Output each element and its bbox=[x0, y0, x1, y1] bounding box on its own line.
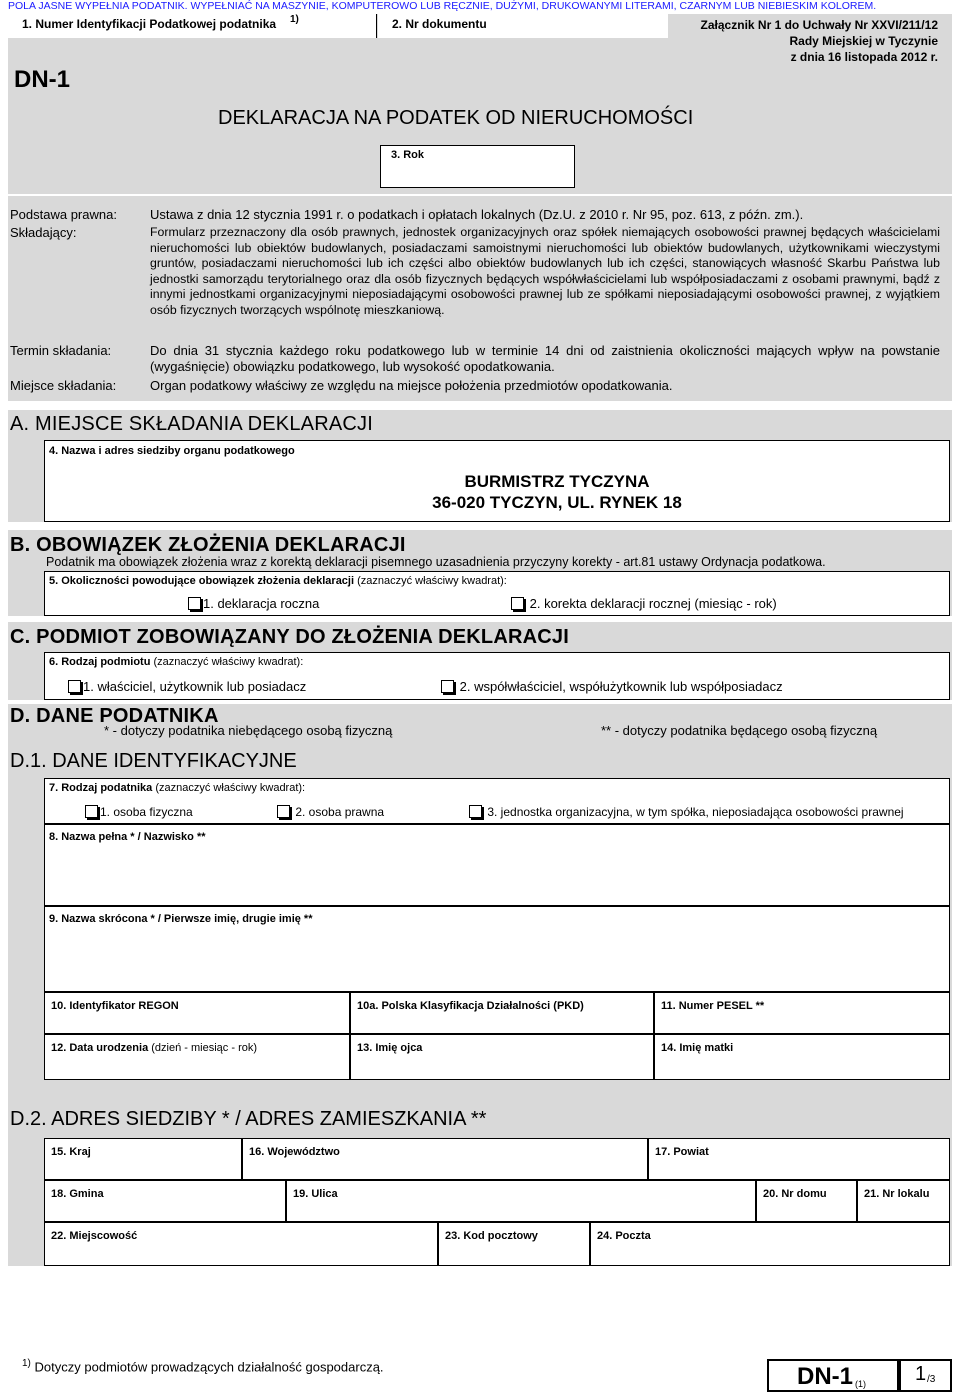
section-a-title: A. MIEJSCE SKŁADANIA DEKLARACJI bbox=[10, 413, 373, 435]
deadline-label: Termin składania: bbox=[10, 343, 112, 358]
document-number-label: 2. Nr dokumentu bbox=[392, 17, 487, 31]
option-natural-person-label: 1. osoba fizyczna bbox=[100, 805, 193, 819]
annex-line-1: Załącznik Nr 1 do Uchwały Nr XXVI/211/12 bbox=[700, 18, 938, 32]
apartment-number-field[interactable] bbox=[857, 1180, 950, 1222]
nip-label: 1. Numer Identyfikacji Podatkowej podatnika bbox=[22, 17, 277, 31]
tax-office-field bbox=[44, 440, 950, 522]
post-office-label: 24. Poczta bbox=[597, 1230, 651, 1242]
option-legal-person[interactable] bbox=[277, 805, 384, 819]
option-annual-label: 1. deklaracja roczna bbox=[203, 596, 320, 611]
legal-basis-label: Podstawa prawna: bbox=[10, 207, 117, 222]
option-co-owner-label: 2. współwłaściciel, współużytkownik lub współposiadacz bbox=[459, 679, 783, 694]
deadline-text: Do dnia 31 stycznia każdego roku podatkowego lub w terminie 14 dni od zaistnienia okoliczności mających wpływ na powstanie (wygaśnięcie) obowiązku podatkowego, lub wysokość opodatkowania. bbox=[150, 343, 940, 374]
page-number-box bbox=[899, 1359, 952, 1392]
voivodeship-field[interactable] bbox=[242, 1138, 648, 1180]
document-number-field[interactable] bbox=[378, 14, 668, 38]
top-notice: POLA JASNE WYPEŁNIA PODATNIK. WYPEŁNIAĆ NA MASZYNIE, KOMPUTEROWO LUB RĘCZNIE, DUŻYMI, DRUKOWANYMI LITERAMI, CZARNYM LUB NIEBIESKIM KOLOREM. bbox=[8, 0, 877, 12]
checkbox-legal-person[interactable] bbox=[277, 805, 290, 818]
legal-basis-text: Ustawa z dnia 12 stycznia 1991 r. o podatkach i opłatach lokalnych (Dz.U. z 2010 r. Nr 95, poz. 613, z późn. zm.). bbox=[150, 207, 804, 222]
pesel-label: 11. Numer PESEL ** bbox=[661, 1000, 765, 1012]
option-correction[interactable] bbox=[511, 596, 777, 611]
pkd-label: 10a. Polska Klasyfikacja Działalności (PKD) bbox=[357, 1000, 584, 1012]
birth-date-field[interactable] bbox=[44, 1034, 350, 1080]
circumstances-field bbox=[44, 571, 950, 616]
house-number-field[interactable] bbox=[756, 1180, 857, 1222]
tax-office-label: 4. Nazwa i adres siedziby organu podatkowego bbox=[49, 445, 295, 457]
house-number-label: 20. Nr domu bbox=[763, 1188, 827, 1200]
country-field[interactable] bbox=[44, 1138, 242, 1180]
option-correction-label: 2. korekta deklaracji rocznej (miesiąc - rok) bbox=[529, 596, 777, 611]
mother-name-label: 14. Imię matki bbox=[661, 1042, 734, 1054]
form-title: DEKLARACJA NA PODATEK OD NIERUCHOMOŚCI bbox=[218, 107, 694, 129]
option-owner-label: 1. właściciel, użytkownik lub posiadacz bbox=[83, 679, 307, 694]
page-total: /3 bbox=[927, 1374, 936, 1385]
form-code: DN-1 bbox=[14, 66, 71, 93]
footnote-text: Dotyczy podmiotów prowadzących działalność gospodarczą. bbox=[34, 1359, 384, 1375]
checkbox-correction[interactable] bbox=[511, 597, 524, 610]
municipality-field[interactable] bbox=[44, 1180, 286, 1222]
place-label: Miejsce składania: bbox=[10, 378, 117, 393]
post-office-field[interactable] bbox=[590, 1222, 950, 1266]
nip-footnote-mark: 1) bbox=[290, 14, 299, 25]
entity-type-label: 6. Rodzaj podmiotu (zaznaczyć właściwy kwadrat): bbox=[49, 656, 304, 668]
d1-title: D.1. DANE IDENTYFIKACYJNE bbox=[10, 750, 297, 772]
regon-label: 10. Identyfikator REGON bbox=[51, 1000, 179, 1012]
option-co-owner[interactable] bbox=[441, 679, 783, 694]
checkbox-natural-person[interactable] bbox=[85, 805, 98, 818]
checkbox-annual[interactable] bbox=[188, 597, 201, 610]
footer-form-code-sub: (1) bbox=[855, 1379, 866, 1389]
postal-code-label: 23. Kod pocztowy bbox=[445, 1230, 538, 1242]
birth-date-label: 12. Data urodzenia (dzień - miesiąc - rok) bbox=[51, 1042, 258, 1054]
county-label: 17. Powiat bbox=[655, 1146, 709, 1158]
section-c-title: C. PODMIOT ZOBOWIĄZANY DO ZŁOŻENIA DEKLARACJI bbox=[10, 626, 569, 648]
street-label: 19. Ulica bbox=[293, 1188, 338, 1200]
annex-note bbox=[650, 17, 938, 65]
checkbox-co-owner[interactable] bbox=[441, 680, 454, 693]
option-legal-person-label: 2. osoba prawna bbox=[295, 805, 385, 819]
tax-office-address: 36-020 TYCZYN, UL. RYNEK 18 bbox=[432, 493, 682, 512]
note-non-person: * - dotyczy podatnika niebędącego osobą fizyczną bbox=[104, 723, 393, 738]
short-name-label: 9. Nazwa skrócona * / Pierwsze imię, drugie imię ** bbox=[49, 913, 313, 925]
page-number: 1 bbox=[915, 1363, 927, 1385]
footnote-mark: 1) bbox=[22, 1358, 31, 1369]
checkbox-owner[interactable] bbox=[68, 680, 81, 693]
country-label: 15. Kraj bbox=[51, 1146, 91, 1158]
option-organizational-unit-label: 3. jednostka organizacyjna, w tym spółka, nieposiadająca osobowości prawnej bbox=[487, 805, 904, 819]
checkbox-organizational-unit[interactable] bbox=[469, 805, 482, 818]
annex-line-2: Rady Miejskiej w Tyczynie bbox=[789, 34, 938, 48]
full-name-field[interactable] bbox=[44, 824, 950, 906]
regon-field[interactable] bbox=[44, 992, 350, 1034]
footer-form-code: DN-1 bbox=[797, 1363, 854, 1390]
nip-field[interactable] bbox=[8, 14, 377, 38]
entity-type-field bbox=[44, 652, 950, 700]
footer-form-code-box bbox=[767, 1359, 899, 1392]
full-name-label: 8. Nazwa pełna * / Nazwisko ** bbox=[49, 831, 206, 843]
section-d-title: D. DANE PODATNIKA bbox=[10, 705, 219, 727]
place-text: Organ podatkowy właściwy ze względu na miejsce położenia przedmiotów opodatkowania. bbox=[150, 378, 673, 393]
locality-field[interactable] bbox=[44, 1222, 438, 1266]
street-field[interactable] bbox=[286, 1180, 756, 1222]
pesel-field[interactable] bbox=[654, 992, 950, 1034]
county-field[interactable] bbox=[648, 1138, 950, 1180]
annex-line-3: z dnia 16 listopada 2012 r. bbox=[790, 50, 938, 64]
year-label: 3. Rok bbox=[391, 149, 425, 161]
locality-label: 22. Miejscowość bbox=[51, 1230, 138, 1242]
circumstances-label: 5. Okoliczności powodujące obowiązek złożenia deklaracji (zaznaczyć właściwy kwadrat): bbox=[49, 575, 507, 587]
d2-title: D.2. ADRES SIEDZIBY * / ADRES ZAMIESZKANIA ** bbox=[10, 1108, 487, 1130]
father-name-field[interactable] bbox=[350, 1034, 654, 1080]
submitter-label: Składający: bbox=[10, 225, 77, 240]
section-b-note: Podatnik ma obowiązek złożenia wraz z korektą deklaracji pisemnego uzasadnienia przyczyny korekty - art.81 ustawy Ordynacja podatkowa. bbox=[46, 555, 826, 569]
municipality-label: 18. Gmina bbox=[51, 1188, 104, 1200]
option-owner[interactable] bbox=[68, 679, 306, 694]
voivodeship-label: 16. Województwo bbox=[249, 1146, 340, 1158]
option-natural-person[interactable] bbox=[85, 805, 193, 819]
note-person: ** - dotyczy podatnika będącego osobą fizyczną bbox=[601, 723, 878, 738]
apartment-number-label: 21. Nr lokalu bbox=[864, 1188, 930, 1200]
tax-office-name: BURMISTRZ TYCZYNA bbox=[464, 472, 650, 491]
taxpayer-type-label: 7. Rodzaj podatnika (zaznaczyć właściwy kwadrat): bbox=[49, 782, 306, 794]
pkd-field[interactable] bbox=[350, 992, 654, 1034]
father-name-label: 13. Imię ojca bbox=[357, 1042, 423, 1054]
short-name-field[interactable] bbox=[44, 906, 950, 992]
option-organizational-unit[interactable] bbox=[469, 805, 904, 819]
year-field[interactable] bbox=[380, 145, 575, 188]
section-b-title: B. OBOWIĄZEK ZŁOŻENIA DEKLARACJI bbox=[10, 534, 406, 556]
option-annual[interactable] bbox=[188, 596, 319, 611]
mother-name-field[interactable] bbox=[654, 1034, 950, 1080]
footnote bbox=[22, 1358, 384, 1374]
postal-code-field[interactable] bbox=[438, 1222, 590, 1266]
submitter-text: Formularz przeznaczony dla osób prawnych, jednostek organizacyjnych oraz spółek niemających osobowości prawnej będących właścicielami nieruchomości lub obiektów budowlanych, posiadaczami samoistnymi nieruchomości lub obiektów budowlanych, użytkownikami wieczystymi gruntów, posiadaczami nieruchomości lub ich części albo obiektów budowlanych lub ich części, stanowiących własność Skarbu Państwa lub jednostki samorządu terytorialnego oraz dla osób fizycznych będących współwłaścicielami lub współposiadaczami z osobami prawnymi, bądź z innymi jednostkami organizacyjnymi nieposiadającymi osobowości prawnej lub ze spółkami nieposiadającymi osobowości prawnej, z wyjątkiem osób fizycznych tworzących wspólnotę mieszkaniową. bbox=[150, 225, 940, 317]
taxpayer-type-field bbox=[44, 778, 950, 824]
